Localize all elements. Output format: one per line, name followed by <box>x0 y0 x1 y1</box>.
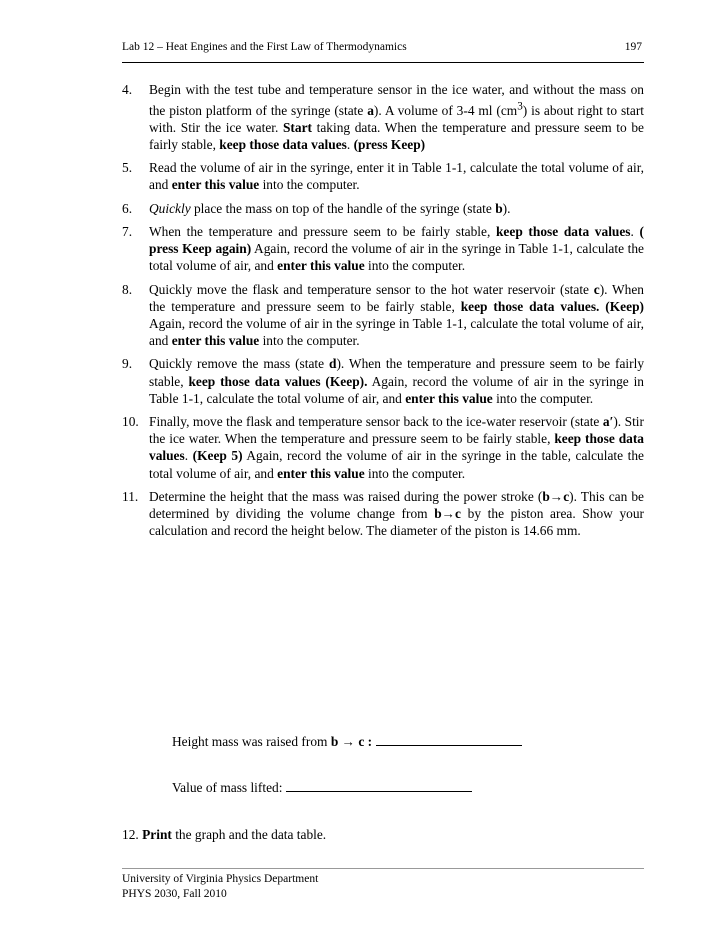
step-number: 7. <box>122 223 133 239</box>
page-number: 197 <box>624 41 642 53</box>
height-states: b → c : <box>330 734 373 749</box>
step-item <box>122 81 644 153</box>
step-text: Quickly move the flask and temperature sensor to the hot water reservoir (state c). When the temperature and pressure seem to be fairly stable, keep those data values. (Keep) Again, record the volume of air in the syringe in Table 1-1, calculate the total volume of air, and enter this value into the computer. <box>149 281 644 349</box>
step-number: 9. <box>122 356 133 372</box>
step-text: Finally, move the flask and temperature sensor back to the ice-water reservoir (state a′). Stir the ice water. When the temperature and pressure seem to be fairly stable, keep those data values. (Keep 5) Again, record the volume of air in the syringe in the table, calculate the total volume of air, and enter this value into the computer. <box>149 413 644 481</box>
step-item <box>122 281 644 350</box>
step-text: When the temperature and pressure seem to be fairly stable, keep those data values. ( press Keep again) Again, record the volume of air in the syringe in Table 1-1, calculate the total volume of air, and enter this value into the computer. <box>149 223 644 274</box>
page-footer <box>122 872 318 902</box>
step-item <box>122 223 644 275</box>
step-text: Quickly place the mass on top of the handle of the syringe (state b). <box>149 200 511 216</box>
header-rule <box>122 62 644 63</box>
page-header <box>122 41 644 59</box>
step-item <box>122 159 644 193</box>
step-item <box>122 488 644 540</box>
step-text: Read the volume of air in the syringe, enter it in Table 1-1, calculate the total volume of air, and enter this value into the computer. <box>149 160 644 193</box>
step-text: Begin with the test tube and temperature sensor in the ice water, and without the mass on the piston platform of the syringe (state a). A volume of 3-4 ml $(cm^3)$ is about right to start with. Stir the ice water. Start taking data. When the temperature and pressure seem to be fairly stable, keep those data values. (press Keep) <box>149 82 644 153</box>
step-number: 5. <box>122 160 133 176</box>
height-blank[interactable] <box>376 733 522 746</box>
height-label: Height mass was raised from <box>172 734 328 749</box>
mass-answer-line <box>172 779 472 796</box>
footer-course: PHYS 2030, Fall 2010 <box>122 888 227 900</box>
mass-label: Value of mass lifted: <box>172 780 283 795</box>
height-answer-line <box>172 733 522 750</box>
step-item <box>122 200 644 217</box>
step-number: 8. <box>122 281 133 297</box>
header-title: Lab 12 – Heat Engines and the First Law of Thermodynamics <box>122 41 407 53</box>
step-number: 11. <box>122 488 139 504</box>
final-step-bold: Print <box>142 827 172 842</box>
step-number: 4. <box>122 82 133 97</box>
step-text: Determine the height that the mass was raised during the power stroke (b→c). This can be determined by dividing the volume change from b→c by the piston area. Show your calculation and record the height below. The diameter of the piston is 14.66 mm. <box>149 488 645 539</box>
final-step-number: 12. <box>122 827 139 842</box>
step-item <box>122 355 644 407</box>
final-step <box>122 827 326 843</box>
final-step-text: the graph and the data table. <box>171 827 327 842</box>
step-text: Quickly remove the mass (state d). When the temperature and pressure seem to be fairly stable, keep those data values (Keep). Again, record the volume of air in the syringe in Table 1-1, calculate the total volume of air, and enter this value into the computer. <box>149 356 645 406</box>
procedure-steps <box>122 81 644 545</box>
step-number: 6. <box>122 200 133 216</box>
footer-rule <box>122 868 644 869</box>
step-item <box>122 413 644 482</box>
mass-blank[interactable] <box>286 779 472 792</box>
footer-department: University of Virginia Physics Department <box>122 873 319 885</box>
step-number: 10. <box>122 413 139 429</box>
